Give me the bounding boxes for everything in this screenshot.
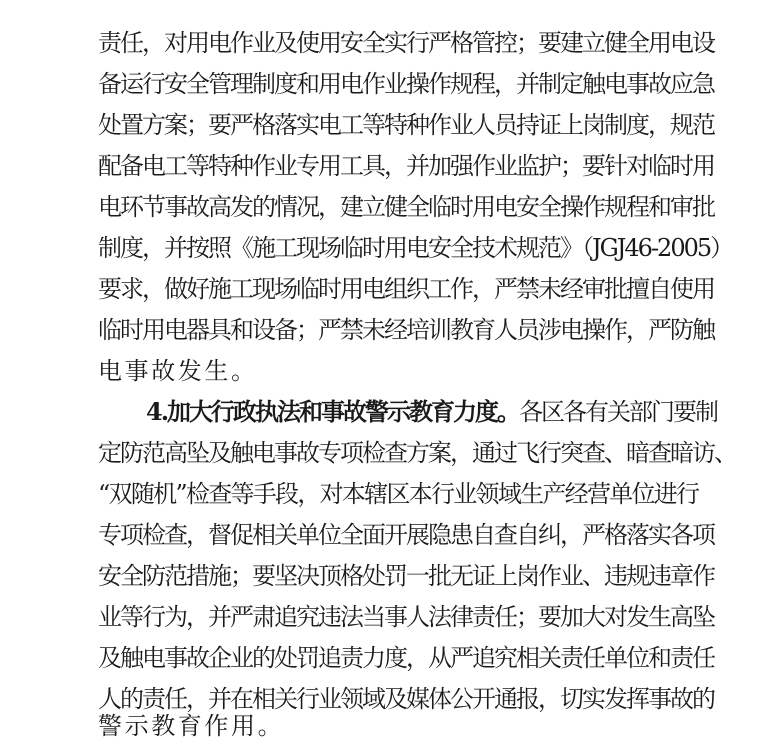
text-line: 临时用电器具和设备；严禁未经培训教育人员涉电操作，严防触 — [98, 316, 714, 344]
text-line: 电环节事故高发的情况，建立健全临时用电安全操作规程和审批 — [98, 193, 714, 221]
text-line: 安全防范措施；要坚决顶格处罚一批无证上岗作业、违规违章作 — [98, 562, 714, 590]
text-line: 制度，并按照《施工现场临时用电安全技术规范》（JGJ46-2005） — [98, 234, 733, 262]
text-line: 定防范高坠及触电事故专项检查方案，通过飞行突查、暗查暗访、 — [98, 439, 736, 467]
text-line: 处置方案；要严格落实电工等特种作业人员持证上岗制度，规范 — [98, 111, 714, 139]
text-line: “双随机”检查等手段，对本辖区本行业领域生产经营单位进行 — [98, 480, 699, 508]
text-line: 人的责任，并在相关行业领域及媒体公开通报，切实发挥事故的 — [98, 685, 714, 713]
text-line: 及触电事故企业的处罚追责力度，从严追究相关责任单位和责任 — [98, 644, 714, 672]
text-line: 责任，对用电作业及使用安全实行严格管控；要建立健全用电设 — [98, 29, 714, 57]
text-line: 警示教育作用。 — [98, 712, 285, 740]
text-line: 业等行为，并严肃追究违法当事人法律责任；要加大对发生高坠 — [98, 603, 714, 631]
text-line: 电事故发生。 — [98, 357, 258, 385]
text-line: 要求，做好施工现场临时用电组织工作，严禁未经审批擅自使用 — [98, 275, 714, 303]
section-heading-line — [146, 397, 718, 427]
section-heading: 4.加大行政执法和事故警示教育力度。 — [146, 397, 520, 426]
text-line: 专项检查，督促相关单位全面开展隐患自查自纠，严格落实各项 — [98, 521, 714, 549]
text-line: 配备电工等特种作业专用工具，并加强作业监护；要针对临时用 — [98, 152, 714, 180]
text-line: 备运行安全管理制度和用电作业操作规程，并制定触电事故应急 — [98, 70, 714, 98]
heading-line-rest: 各区各有关部门要制 — [519, 398, 718, 426]
